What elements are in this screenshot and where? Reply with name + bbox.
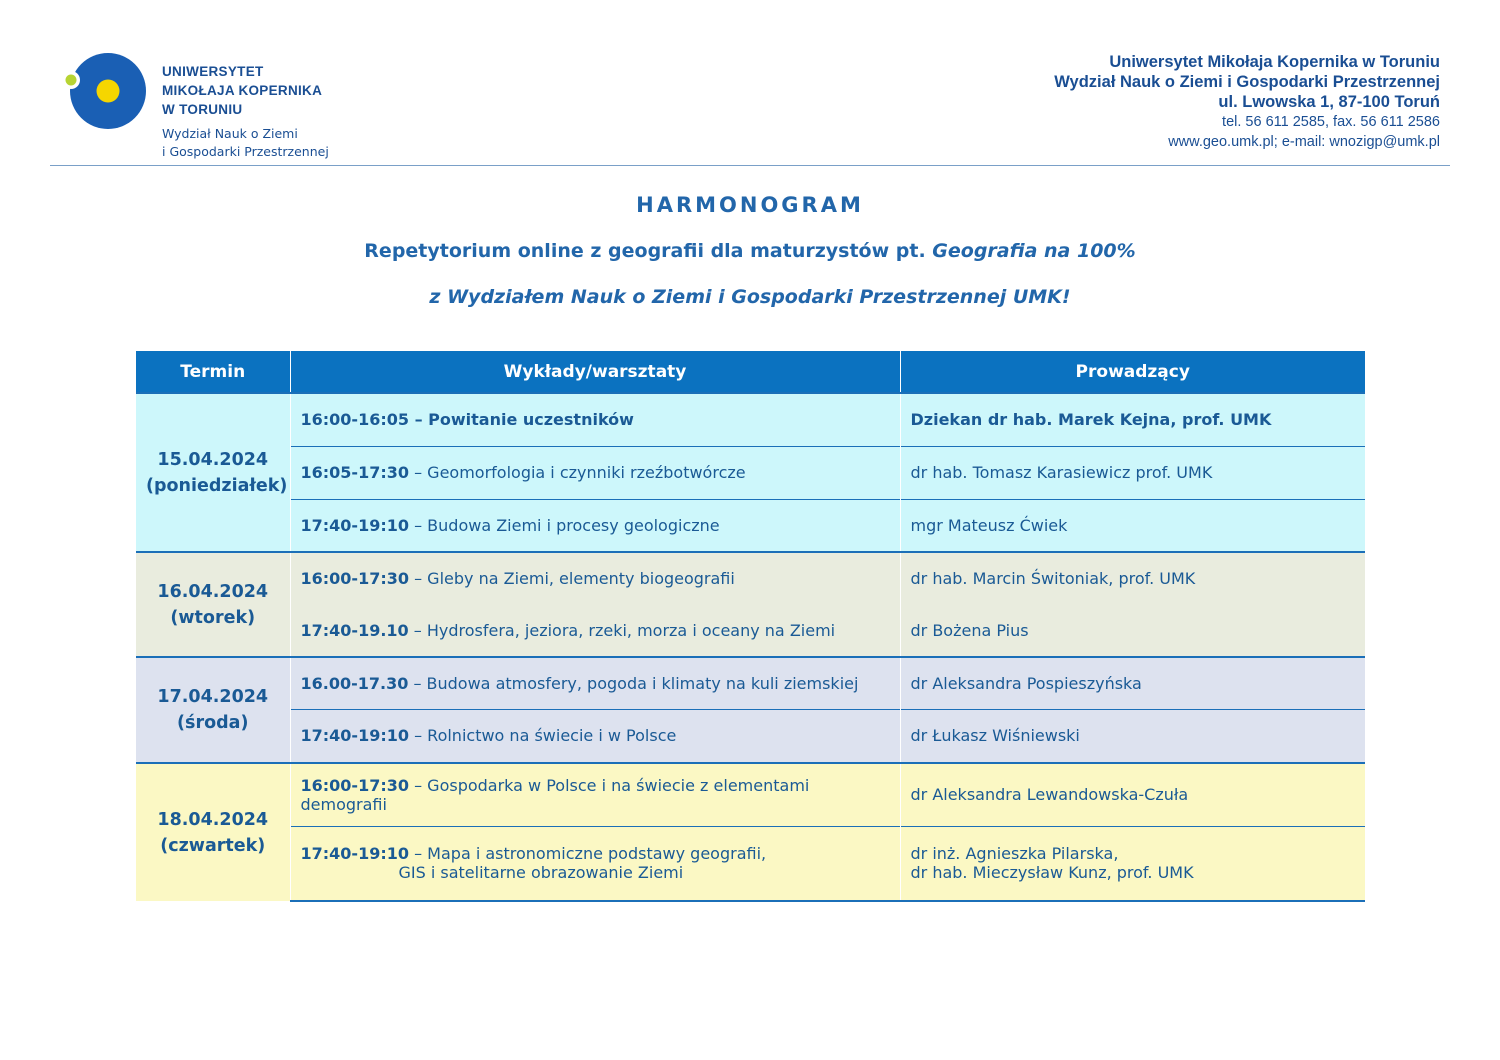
topic-cell bbox=[290, 552, 900, 605]
time: 16:00-17:30 bbox=[300, 775, 409, 795]
lecturer-line-2: dr hab. Mieczysław Kunz, prof. UMK bbox=[910, 863, 1194, 883]
time: 16.00-17.30 bbox=[300, 673, 409, 693]
table-row bbox=[136, 763, 1365, 826]
department-name bbox=[162, 125, 329, 161]
logo-yellow-dot bbox=[97, 80, 120, 103]
topic-cell bbox=[290, 709, 900, 763]
lecturer-cell: dr hab. Marcin Świtoniak, prof. UMK bbox=[900, 552, 1365, 605]
topic: – Mapa i astronomiczne podstawy geografii, bbox=[409, 844, 767, 864]
umk-logo bbox=[62, 52, 152, 132]
date-cell bbox=[136, 393, 290, 552]
topic: – Budowa atmosfery, pogoda i klimaty na kuli ziemskiej bbox=[408, 673, 859, 693]
contact-address: ul. Lwowska 1, 87-100 Toruń bbox=[1218, 93, 1440, 111]
lecturer-cell: dr Aleksandra Lewandowska-Czuła bbox=[900, 763, 1365, 826]
table-row bbox=[136, 826, 1365, 901]
department-name-line: i Gospodarki Przestrzennej bbox=[162, 144, 329, 159]
topic-cell bbox=[290, 763, 900, 826]
table-header-row bbox=[136, 351, 1365, 393]
table-row bbox=[136, 657, 1365, 709]
lecturer-line: dr inż. Agnieszka Pilarska, bbox=[910, 844, 1119, 864]
header-lectures: Wykłady/warsztaty bbox=[290, 351, 900, 393]
lecturer-cell: dr Bożena Pius bbox=[900, 605, 1365, 657]
topic-line-2: GIS i satelitarne obrazowanie Ziemi bbox=[398, 863, 684, 883]
date: 18.04.2024 bbox=[157, 809, 269, 830]
topic-cell bbox=[290, 657, 900, 709]
subtitle-italic: Geografia na 100% bbox=[932, 240, 1136, 262]
contact-block bbox=[1054, 52, 1440, 152]
topic: – Rolnictwo na świecie i w Polsce bbox=[409, 726, 677, 746]
header-divider bbox=[50, 165, 1450, 166]
university-name-line: MIKOŁAJA KOPERNIKA bbox=[162, 83, 323, 98]
university-name bbox=[162, 62, 329, 119]
time: 16:05-17:30 bbox=[300, 463, 409, 482]
topic-cell bbox=[290, 499, 900, 552]
table-row bbox=[136, 393, 1365, 446]
contact-university: Uniwersytet Mikołaja Kopernika w Toruniu bbox=[1109, 53, 1440, 71]
table-row bbox=[136, 709, 1365, 763]
date-cell bbox=[136, 763, 290, 901]
weekday: (poniedziałek) bbox=[146, 475, 288, 496]
topic-line bbox=[301, 776, 890, 795]
time: 16:00-16:05 bbox=[300, 410, 409, 430]
topic-cell bbox=[290, 826, 900, 901]
header-lecturer: Prowadzący bbox=[900, 351, 1365, 393]
table-row bbox=[136, 499, 1365, 552]
time: 17:40-19:10 bbox=[300, 726, 409, 746]
topic-cell bbox=[290, 393, 900, 446]
time: 16:00-17:30 bbox=[300, 569, 409, 589]
weekday: (środa) bbox=[177, 713, 249, 733]
lecturer-cell: dr hab. Tomasz Karasiewicz prof. UMK bbox=[900, 446, 1365, 499]
topic: – Hydrosfera, jeziora, rzeki, morza i oceany na Ziemi bbox=[408, 621, 836, 641]
topic-line-2: demografii bbox=[300, 794, 387, 814]
document-title: HARMONOGRAM bbox=[636, 193, 864, 217]
document-subtitle-2: z Wydziałem Nauk o Ziemi i Gospodarki Przestrzennej UMK! bbox=[429, 286, 1071, 308]
date-cell bbox=[136, 552, 290, 657]
date: 16.04.2024 bbox=[157, 581, 269, 602]
lecturer-cell: dr Łukasz Wiśniewski bbox=[900, 709, 1365, 763]
schedule-table bbox=[136, 351, 1365, 902]
table-row bbox=[136, 552, 1365, 605]
date: 15.04.2024 bbox=[157, 449, 269, 470]
weekday: (czwartek) bbox=[160, 835, 266, 856]
lecturer-cell: Dziekan dr hab. Marek Kejna, prof. UMK bbox=[900, 393, 1365, 446]
topic: – Budowa Ziemi i procesy geologiczne bbox=[409, 515, 720, 535]
contact-department: Wydział Nauk o Ziemi i Gospodarki Przestrzennej bbox=[1054, 73, 1440, 91]
table-row bbox=[136, 605, 1365, 657]
lecturer-cell: mgr Mateusz Ćwiek bbox=[900, 499, 1365, 552]
time: 17:40-19:10 bbox=[300, 515, 409, 535]
topic: – Gleby na Ziemi, elementy biogeografii bbox=[409, 569, 735, 589]
document-subtitle bbox=[0, 240, 1500, 262]
department-name-line: Wydział Nauk o Ziemi bbox=[162, 126, 298, 141]
topic: – Geomorfologia i czynniki rzeźbotwórcze bbox=[409, 463, 746, 482]
date-cell bbox=[136, 657, 290, 763]
lecturer-cell bbox=[900, 826, 1365, 901]
university-name-line: W TORUNIU bbox=[162, 102, 243, 117]
topic: – Powitanie uczestników bbox=[409, 410, 634, 430]
logo-text bbox=[162, 62, 329, 161]
topic-line bbox=[301, 844, 890, 863]
logo-green-dot bbox=[66, 75, 77, 86]
time: 17:40-19.10 bbox=[300, 621, 409, 641]
topic-cell bbox=[290, 605, 900, 657]
topic: – Gospodarka w Polsce i na świecie z elementami bbox=[409, 775, 810, 795]
university-name-line: UNIWERSYTET bbox=[162, 64, 264, 79]
header-termin: Termin bbox=[136, 351, 290, 393]
contact-phone: tel. 56 611 2585, fax. 56 611 2586 bbox=[1222, 114, 1440, 130]
time: 17:40-19:10 bbox=[300, 844, 409, 864]
weekday: (wtorek) bbox=[170, 607, 256, 628]
topic-cell bbox=[290, 446, 900, 499]
lecturer-cell: dr Aleksandra Pospieszyńska bbox=[900, 657, 1365, 709]
table-row bbox=[136, 446, 1365, 499]
date: 17.04.2024 bbox=[157, 687, 269, 707]
contact-web-email: www.geo.umk.pl; e-mail: wnozigp@umk.pl bbox=[1168, 134, 1440, 150]
subtitle-plain: Repetytorium online z geografii dla maturzystów pt. bbox=[364, 240, 933, 262]
